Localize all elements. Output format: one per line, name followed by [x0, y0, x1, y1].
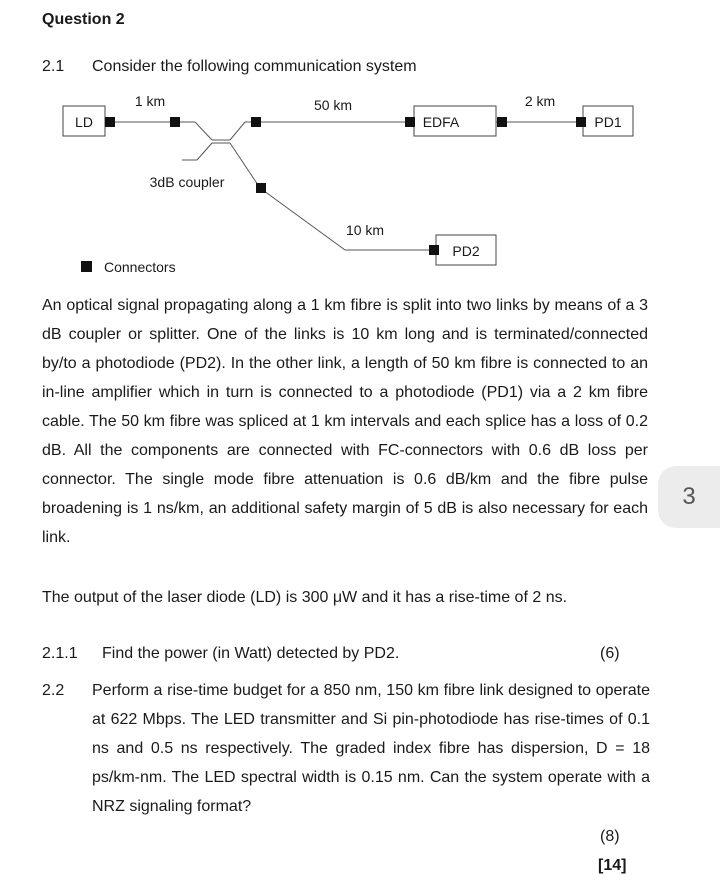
pd2-label: PD2 — [452, 243, 480, 259]
pd1-label: PD1 — [594, 114, 622, 130]
total-marks: [14] — [598, 857, 627, 874]
connector-icon — [429, 245, 439, 255]
length-label-10km: 10 km — [345, 222, 385, 238]
laser-diode-label: LD — [75, 114, 93, 130]
connector-icon — [576, 117, 586, 127]
sub-question-marks: (6) — [600, 645, 620, 662]
question-title: Question 2 — [42, 11, 125, 28]
connector-icon — [256, 183, 266, 193]
question-2-2-text: Perform a rise-time budget for a 850 nm, 150 km fibre link designed to operate at 622 Mbps. The LED transmitter and Si pin-photodiode has rise-times of 0.1 ns and 0.5 ns respectively. The graded index fibre has dispersion, D = 18 ps/km-nm. The LED spectral width is 0.15 nm. Can the system operate with a NRZ signaling format? — [92, 682, 650, 815]
connector-icon — [170, 117, 180, 127]
connector-icon — [497, 117, 507, 127]
question-2-2-number: 2.2 — [42, 682, 65, 699]
question-2-2-marks: (8) — [600, 828, 620, 845]
length-label-2km: 2 km — [524, 93, 556, 109]
page-number-tab[interactable] — [658, 466, 720, 528]
coupler-label: 3dB coupler — [149, 174, 225, 190]
connector-icon — [105, 117, 115, 127]
question-prompt: Consider the following communication system — [92, 58, 417, 75]
length-label-50km: 50 km — [313, 97, 353, 113]
legend-label: Connectors — [104, 259, 176, 275]
connector-icon — [405, 117, 415, 127]
laser-specs: The output of the laser diode (LD) is 300 μW and it has a rise-time of 2 ns. — [42, 589, 568, 606]
sub-question-number: 2.1.1 — [42, 645, 78, 662]
page-number-value: 3 — [682, 483, 696, 510]
question-number: 2.1 — [42, 58, 65, 75]
problem-description: An optical signal propagating along a 1 km fibre is split into two links by means of a 3 dB coupler or splitter. One of the links is 10 km long and is terminated/connected by/to a photodiode (PD2). In the other link, a length of 50 km fibre is connected to an in-line amplifier which in turn is connected to a photodiode (PD1) via a 2 km fibre cable. The 50 km fibre was spliced at 1 km intervals and each splice has a loss of 0.2 dB. All the components are connected with FC-connectors with 0.6 dB loss per connector. The single mode fibre attenuation is 0.6 dB/km and the fibre pulse broadening is 1 ns/km, an additional safety margin of 5 dB is also necessary for each link. — [42, 297, 648, 546]
connector-icon — [251, 117, 261, 127]
legend-connector-icon — [81, 261, 92, 272]
edfa-label: EDFA — [422, 114, 460, 130]
sub-question-text: Find the power (in Watt) detected by PD2. — [102, 645, 400, 662]
system-diagram — [0, 0, 720, 290]
length-label-1km: 1 km — [134, 93, 166, 109]
